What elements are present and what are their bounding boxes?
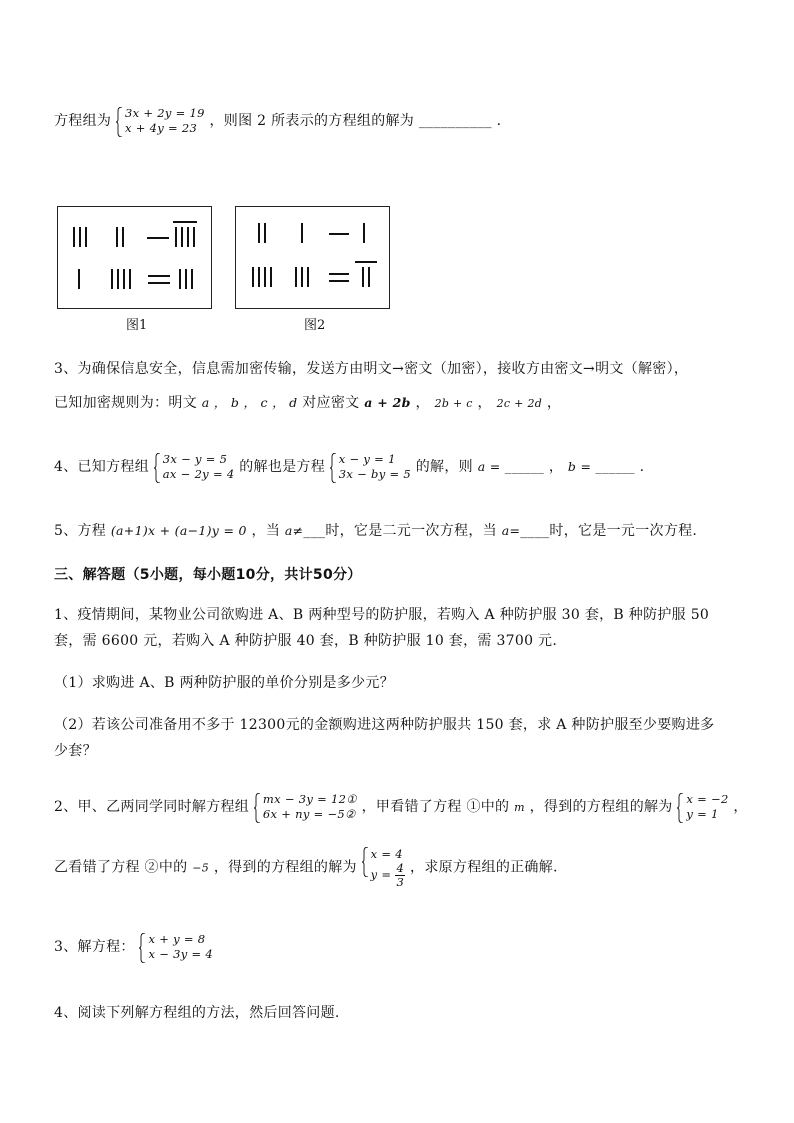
problem-2-line-1: 2、甲、乙两同学同时解方程组 mx − 3y = 12① 6x + ny = −5② ，甲看错了方程 ①中的 m ，得到的方程组的解为 x = −2 y = 1 ， xyxy=(54,792,748,821)
problem-4: 4、阅读下列解方程组的方法，然后回答问题. xyxy=(54,1005,340,1021)
section-heading: 三、解答题（5小题，每小题10分，共计50分） xyxy=(54,567,362,583)
question-5: 5、方程 (a+1)x + (a−1)y = 0 ，当 a≠___时，它是二元一次方程，当 a=____时，它是一元一次方程. xyxy=(54,523,698,539)
figure-1-box xyxy=(57,206,212,309)
problem-1: 1、疫情期间，某物业公司欲购进 A、B 两种型号的防护服，若购入 A 种防护服 30 套，B 种防护服 50 套，需 6600 元，若购入 A 种防护服 40 套，B 种防护服 10 套，需 3700 元. xyxy=(54,607,710,649)
cipher-1: a + 2b xyxy=(364,395,411,410)
question-3 xyxy=(54,356,754,417)
cipher-2: 2b + c xyxy=(434,397,473,410)
prev-tail: ，则图 2 所表示的方程组的解为 __________ . xyxy=(209,113,502,129)
equation-2: x + 4y = 23 xyxy=(124,121,198,135)
q3-line-2: 已知加密规则为：明文 a ， b ， c ， d 对应密文 a + 2b ， 2b + c ， 2c + 2d ， xyxy=(54,395,562,411)
system-p3: x + y = 8 x − 3y = 4 xyxy=(139,932,213,962)
prev-question xyxy=(54,106,754,136)
brace-icon xyxy=(677,793,684,823)
q3-line-1: 3、为确保信息安全，信息需加密传输，发送方由明文→密文（加密），接收方由密文→明文（解密）， xyxy=(54,361,689,377)
brace-icon xyxy=(139,933,146,963)
figure-2-box xyxy=(235,206,390,309)
brace-icon xyxy=(154,453,161,483)
brace-icon xyxy=(330,453,337,483)
solution-1: x = −2 y = 1 xyxy=(677,792,728,822)
problem-1-part-2: （2）若该公司准备用不多于 12300元的金额购进这两种防护服共 150 套，求 A 种防护服至少要购进多 少套？ xyxy=(54,717,715,759)
fraction: $\frac{4}{3}$ xyxy=(396,861,405,889)
brace-icon xyxy=(254,793,261,823)
brace-icon xyxy=(362,847,369,877)
answer-blank-b: b = ______ xyxy=(567,459,635,474)
plaintext-vars: a ， b ， c ， d xyxy=(201,395,298,410)
q5-equation: (a+1)x + (a−1)y = 0 xyxy=(110,523,247,538)
system-main: mx − 3y = 12① 6x + ny = −5② xyxy=(254,792,357,822)
equation-system xyxy=(116,106,205,136)
prev-lead: 方程组为 xyxy=(54,113,112,129)
question-4: 4、已知方程组 3x − y = 5 ax − 2y = 4 的解也是方程 x − y = 1 3x − by = 5 的解，则 a = ______ ， b = ______ . xyxy=(54,452,645,481)
solution-2: x = 4 y = $\frac{4}{3}$ xyxy=(362,846,406,889)
problem-2-line-2: 乙看错了方程 ②中的 −5 ，得到的方程组的解为 x = 4 y = $\frac{4}{3}$ ，求原方程组的正确解. xyxy=(54,847,558,889)
figure-2-caption: 图2 xyxy=(304,318,326,333)
figure-1-caption: 图1 xyxy=(126,318,148,333)
brace-icon xyxy=(116,107,123,137)
system-1: 3x − y = 5 ax − 2y = 4 xyxy=(154,452,235,482)
problem-1-part-1: （1）求购进 A、B 两种防护服的单价分别是多少元？ xyxy=(54,675,395,691)
answer-blank-a: a = ______ xyxy=(477,459,545,474)
cipher-3: 2c + 2d xyxy=(496,397,543,410)
problem-3: 3、解方程： x + y = 8 x − 3y = 4 xyxy=(54,932,213,961)
system-2: x − y = 1 3x − by = 5 xyxy=(330,452,411,482)
equation-1: 3x + 2y = 19 xyxy=(124,106,205,120)
